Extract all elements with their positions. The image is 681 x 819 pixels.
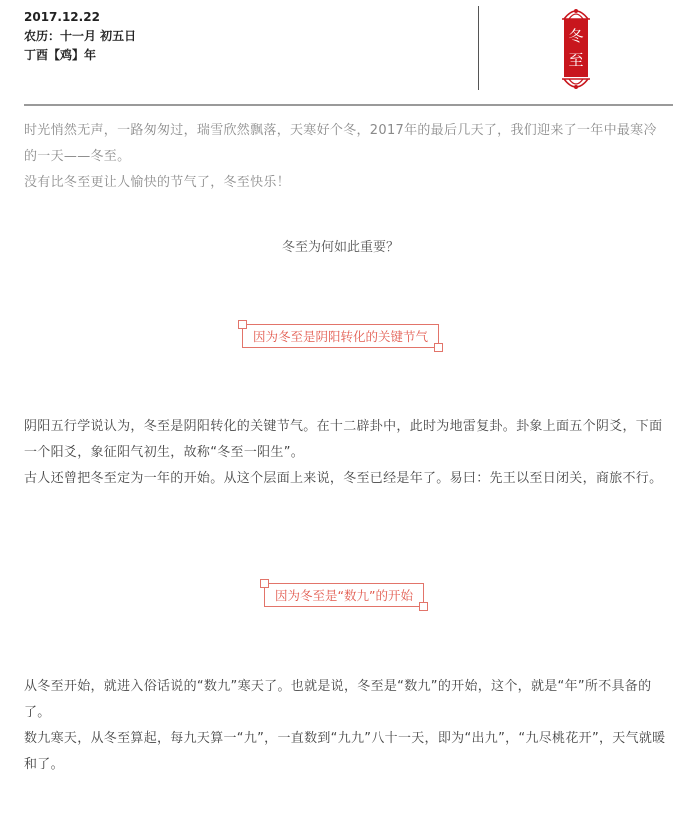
vertical-divider <box>478 6 479 90</box>
section1-paragraph-2: 古人还曾把冬至定为一年的开始。从这个层面上来说，冬至已经是年了。易曰：先王以至日闭关，商旅不行。 <box>24 471 663 486</box>
date-block <box>24 8 136 65</box>
winter-solstice-seal <box>561 5 591 93</box>
zodiac-year-text: 丁酉【鸡】年 <box>24 48 97 62</box>
seal-body <box>564 19 588 77</box>
box-corner-ornament <box>434 343 443 352</box>
section1-body <box>24 414 669 492</box>
section2-body <box>24 674 669 778</box>
intro-paragraph <box>24 118 669 196</box>
seal-char-bottom: 至 <box>568 51 584 69</box>
intro-line-1: 时光悄然无声，一路匆匆过，瑞雪欣然飘落，天寒好个冬，2017年的最后几天了，我们迎来了一年中最寒冷的一天——冬至。 <box>24 123 657 164</box>
box-corner-ornament <box>419 602 428 611</box>
seal-char-top: 冬 <box>568 27 584 45</box>
section1-paragraph-1: 阴阳五行学说认为，冬至是阴阳转化的关键节气。在十二辟卦中，此时为地雷复卦。卦象上面五个阴爻，下面一个阳爻，象征阳气初生，故称“冬至一阳生”。 <box>24 419 663 460</box>
seal-bottom-ornament-icon <box>561 77 591 93</box>
section2-paragraph-2: 数九寒天，从冬至算起，每九天算一“九”，一直数到“九九”八十一天，即为“出九”，“九尽桃花开”，天气就暖和了。 <box>24 731 666 772</box>
header-divider <box>24 104 673 106</box>
section2-title: 因为冬至是“数九”的开始 <box>275 588 413 603</box>
intro-line-2: 没有比冬至更让人愉快的节气了，冬至快乐！ <box>24 175 291 190</box>
section2-paragraph-1: 从冬至开始，就进入俗话说的“数九”寒天了。也就是说，冬至是“数九”的开始，这个，就是“年”所不具备的了。 <box>24 679 652 720</box>
box-corner-ornament <box>260 579 269 588</box>
header <box>0 0 681 110</box>
question-heading: 冬至为何如此重要？ <box>281 240 399 255</box>
section1-title: 因为冬至是阴阳转化的关键节气 <box>253 329 429 344</box>
lunar-date-text: 农历：十一月 初五日 <box>24 29 137 43</box>
section2-title-box <box>264 583 424 607</box>
date-text: 2017.12.22 <box>24 10 100 24</box>
box-corner-ornament <box>238 320 247 329</box>
section1-title-box <box>242 324 439 348</box>
